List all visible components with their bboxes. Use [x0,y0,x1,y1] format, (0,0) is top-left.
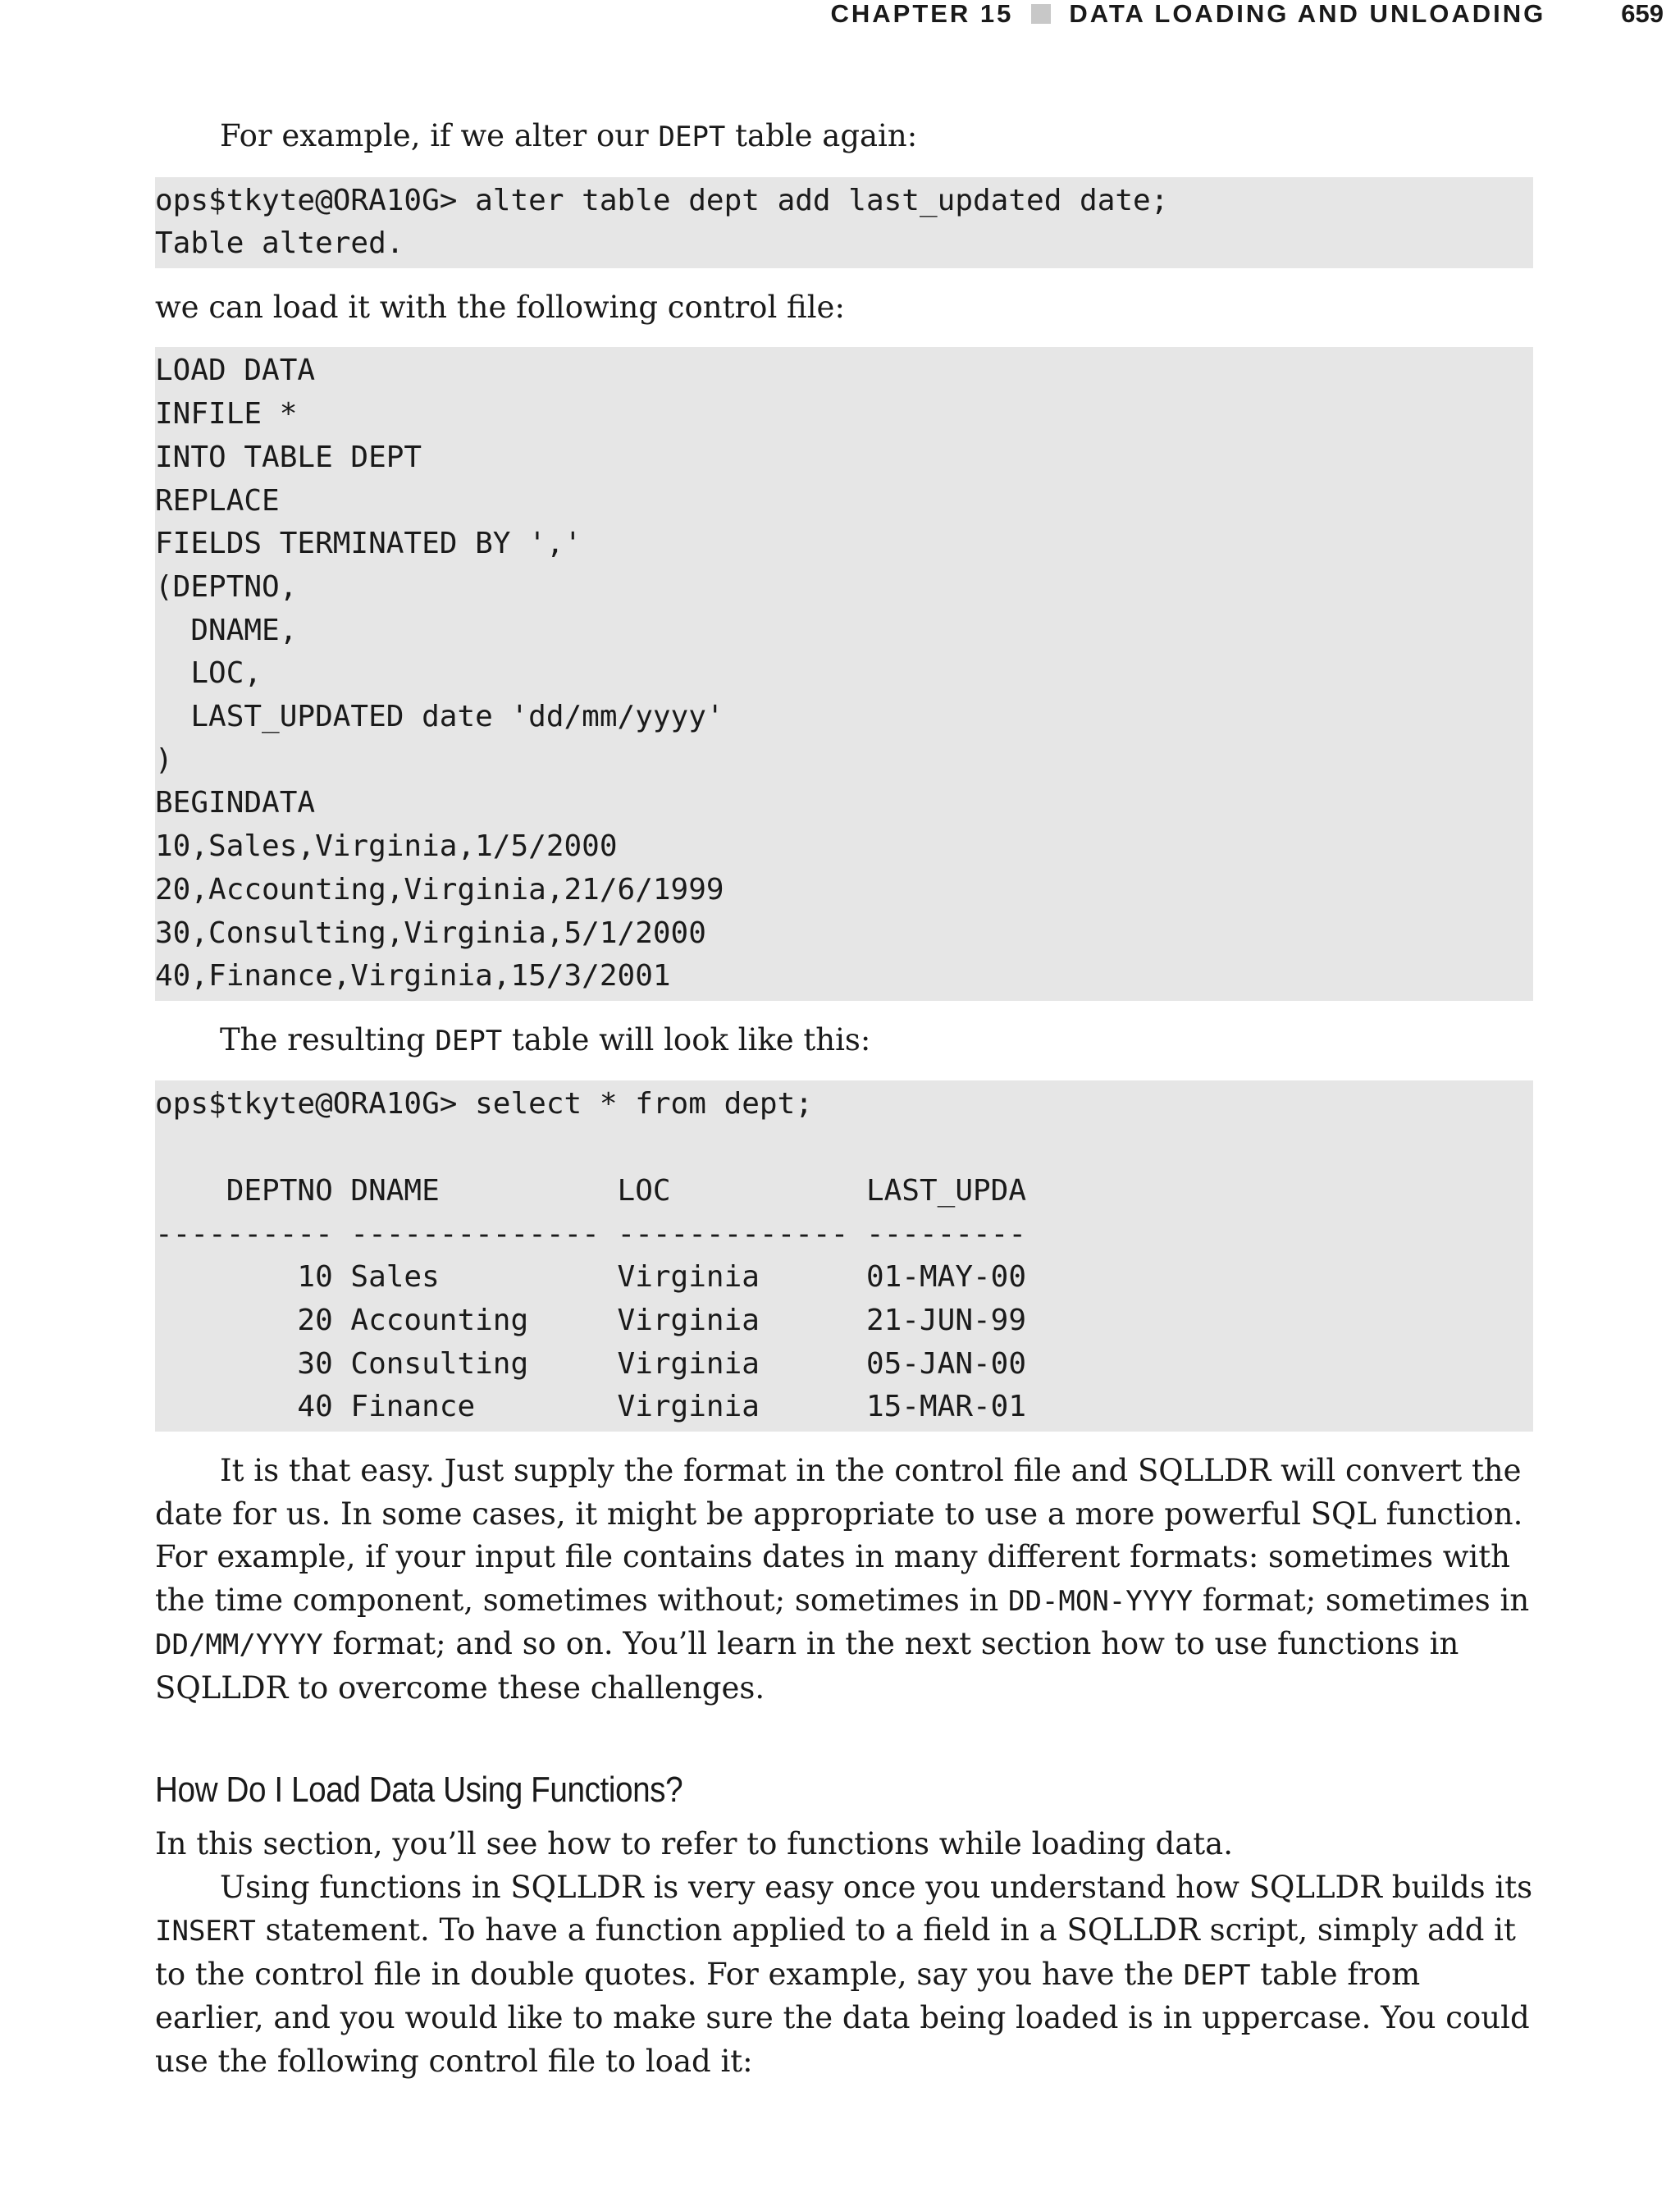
paragraph-control-file: we can load it with the following control file: [155,289,845,325]
paragraph-result [155,1019,1533,1063]
separator-square-icon [1031,4,1051,24]
text-run: format; and so on. You’ll learn in the next section how to use functions in SQLLDR to overcome these challenges. [155,1626,1459,1706]
inline-code: DEPT [658,121,726,153]
text-run: table will look like this: [502,1021,871,1057]
text-run: statement. To have a function applied to a field in a SQLLDR script, simply add it to the control file in double quotes. For example, say you have the [155,1912,1516,1992]
inline-code: DD-MON-YYYY [1007,1584,1194,1618]
code-block-query-output: ops$tkyte@ORA10G> select * from dept; DEPTNO DNAME LOC LAST_UPDA ---------- -------------- ------------- --------- 10 Sales Virginia 01-MAY-00 20 Accounting Virginia 21-JUN-99 30 Consulting Virginia 05-JAN-00 40 Finance Virginia 15-MAR-01 [155,1080,1533,1432]
text-run: table from earlier, and you would like to make sure the data being loaded is in uppercase. You could use the following control file to load it: [155,1956,1530,2079]
text-run: It is that easy. Just supply the format in the control file and SQLLDR will convert the date for us. In some cases, it might be appropriate to use a more powerful SQL function. For example, if your input file contains dates in many different formats: sometimes with the time component, sometimes without; sometimes in [155,1453,1523,1618]
text-run: table again: [725,118,918,153]
inline-code: DEPT [1183,1958,1251,1992]
paragraph-intro [155,115,1533,159]
paragraph-functions [155,1866,1533,2084]
code-block-control-file: LOAD DATA INFILE * INTO TABLE DEPT REPLACE FIELDS TERMINATED BY ',' (DEPTNO, DNAME, LOC, LAST_UPDATED date 'dd/mm/yyyy' ) BEGINDATA 10,Sales,Virginia,1/5/2000 20,Accounting,Virginia,21/6/1999 30,Consulting,Virginia,5/1/2000 40,Finance,Virginia,15/3/2001 [155,347,1533,1001]
paragraph-easy [155,1450,1533,1710]
inline-code: DD/MM/YYYY [155,1628,323,1662]
inline-code: DEPT [435,1024,503,1057]
text-run: format; sometimes in [1193,1582,1530,1618]
page-content [155,115,1533,2083]
section-heading: How Do I Load Data Using Functions? [155,1770,683,1811]
chapter-label: CHAPTER 15 [830,0,1014,28]
text-run: The resulting [220,1021,436,1057]
text-run: Using functions in SQLLDR is very easy once you understand how SQLLDR builds its [220,1869,1533,1905]
paragraph-section-intro: In this section, you’ll see how to refer to functions while loading data. [155,1826,1233,1862]
text-run: For example, if we alter our [220,118,659,153]
code-block-alter: ops$tkyte@ORA10G> alter table dept add last_updated date; Table altered. [155,177,1533,268]
inline-code: INSERT [155,1915,256,1948]
page-number: 659 [1621,0,1664,28]
running-header [830,0,1664,28]
chapter-title: DATA LOADING AND UNLOADING [1069,0,1546,28]
